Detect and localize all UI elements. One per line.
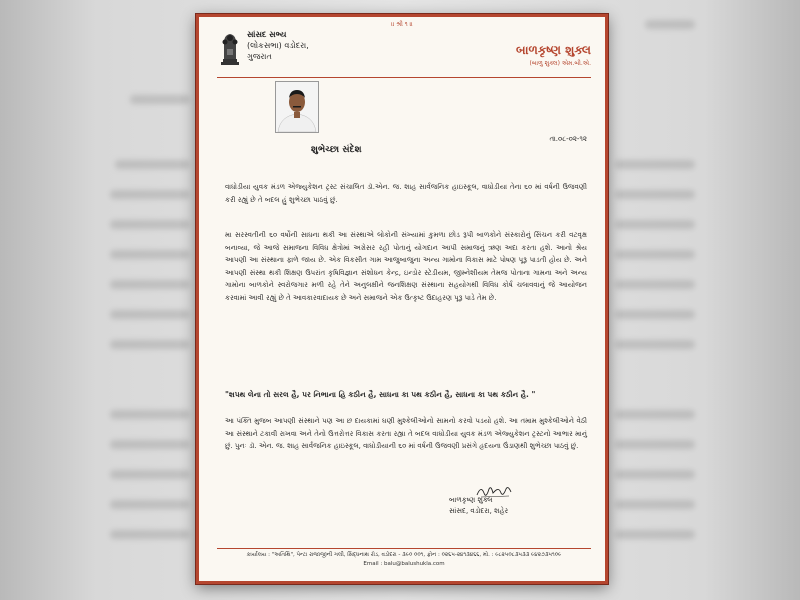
signatory-name: બાળકૃષ્ણ શુક્લ [449,496,493,504]
footer-divider [217,548,591,549]
office-title-line1: સાંસદ સભ્ય [247,30,287,39]
quote-paragraph: "શપથ લેના તો સરલ હૈ, પર નિભાના હિ કઠીન હૈ, સાધના કા પથ કઠીન હૈ, સાધના કા પથ કઠીન હૈ. " [225,390,536,399]
footer-email: Email : balu@balushukla.com [363,561,445,567]
portrait-photo [275,81,319,133]
letterhead [199,17,605,87]
office-title [247,29,309,62]
signatory-title: સાંસદ, વડોદરા, શહેર [449,507,509,515]
letter-subject: શુભેચ્છા સંદેશ [311,145,362,155]
footer-address: કાર્યાલય : "અતિથિ", પેન્ટા રાજાજીની ગલી, સિદ્ધનાથ રોડ, વડોદરા - ૩૯૦ ૦૦૧, ફોન : ૦૨૬૫-૨૪૧૩૪૬૬, મો. : ૯૮૨૫૦૮૩૫૩૩ ૯૪૨૭૩૫૧૦૯ [246,552,562,558]
paragraph-1: વાધોડીયા યુવક મંડળ એજ્યુકેશન ટ્રસ્ટ સંચાલિત ડૉ.એન. જ. શાહ સાર્વજનિક હાઇસ્કૂલ, વાધોડીયા તેના ૬૦ માં વર્ષની ઉજવણી કરી રહ્યું છે તે બદલ હું શુભેચ્છા પાઠવું છું. [225,183,587,204]
national-emblem-icon [219,29,241,67]
header-divider [217,77,591,78]
letter-footer [217,551,591,569]
sender-qualification: (બાળુ શુક્લ) એમ.બી.એ. [529,60,591,67]
office-title-line2: (લોકસભા) વડોદરા, [247,41,309,50]
paragraph-2: મા સરસ્વતીની ૬૦ વર્ષોની સાધના થકી આ સંસ્થાએ લોકોની સંખ્યામાં કુમળા છોડ રૂપી બાળકોને સંસ્કારોનું સિંચન કરી વટવૃક્ષ બનાવ્યા, જે આજે સમાજના વિવિધ ક્ષેત્રોમાં અગ્રેસર રહી પોતાનું યોગદાન આપી સમાજનું ઋણ અદા કરતા હશે. આનો શ્રેય આપણી આ સંસ્થાના ફાળે જાય છે. એક વિકસીત ગામ આજુબાજુના અન્ય ગામોના વિકાસ માટે પોષણ પૂરૂ પાડતી હોય છે. અને આપણી સંસ્થા થકી શિક્ષણ ઉપરાંત કૃષિવિજ્ઞાન સંશોધન કેન્દ્ર, ઇન્ડોર સ્ટેડીયમ, જીમ્નેશીયમ તેમજ પોતાના ગામના અને અન્ય ગામોના બાળકોને સ્વરોજગાર મળી રહે તેને અનુલક્ષીને જનશિક્ષણ સંસ્થાના સહયોગથી વિવિધ કોર્ષ ચલાવવાનું જે આયોજન કરવામાં આવી રહ્યું છે તે આવકારવાદાયક છે અને સમાજને એક ઉત્કૃષ્ટ ઉદાહરણ પૂરૂ પાડે તેમ છે. [225,231,587,302]
paragraph-3: આ પંક્તિ મુજબ આપણી સંસ્થાને પણ આ છ દાયકામાં ઘણી મુશ્કેલીઓનો સામનો કરવો પડયો હશે. આ તમામ મુશ્કેલીઓને વેઠી આ સંસ્થાને ટકાવી રાખવા અને તેનો ઉત્તરોત્તર વિકાસ કરતા રહ્યા તે બદલ વાઘોડીયા યુવક મંડળ એજ્યુકેશન ટ્રસ્ટનો આભાર માનું છું. પુનઃ ડૉ. એન. જ. શાહ સાર્વજનિક હાઇસ્કૂલ, વાઘોડીયાની ૬૦ માં વર્ષની ઉજવણી પ્રસંગે હૃદયના ઉંડાણથી શુભેચ્છા પાઠવું છું. [225,417,587,450]
letter-document [196,14,608,584]
letter-date: તા.૦૮-૦૨-૧૨ [549,135,587,143]
sender-name: બાળકૃષ્ણ શુક્લ [515,43,591,57]
sender-name-block [516,43,591,68]
office-title-line3: ગુજરાત [247,52,272,61]
signature-block [449,495,508,517]
top-invocation: ॥ શ્રી ૧ ॥ [391,21,413,28]
